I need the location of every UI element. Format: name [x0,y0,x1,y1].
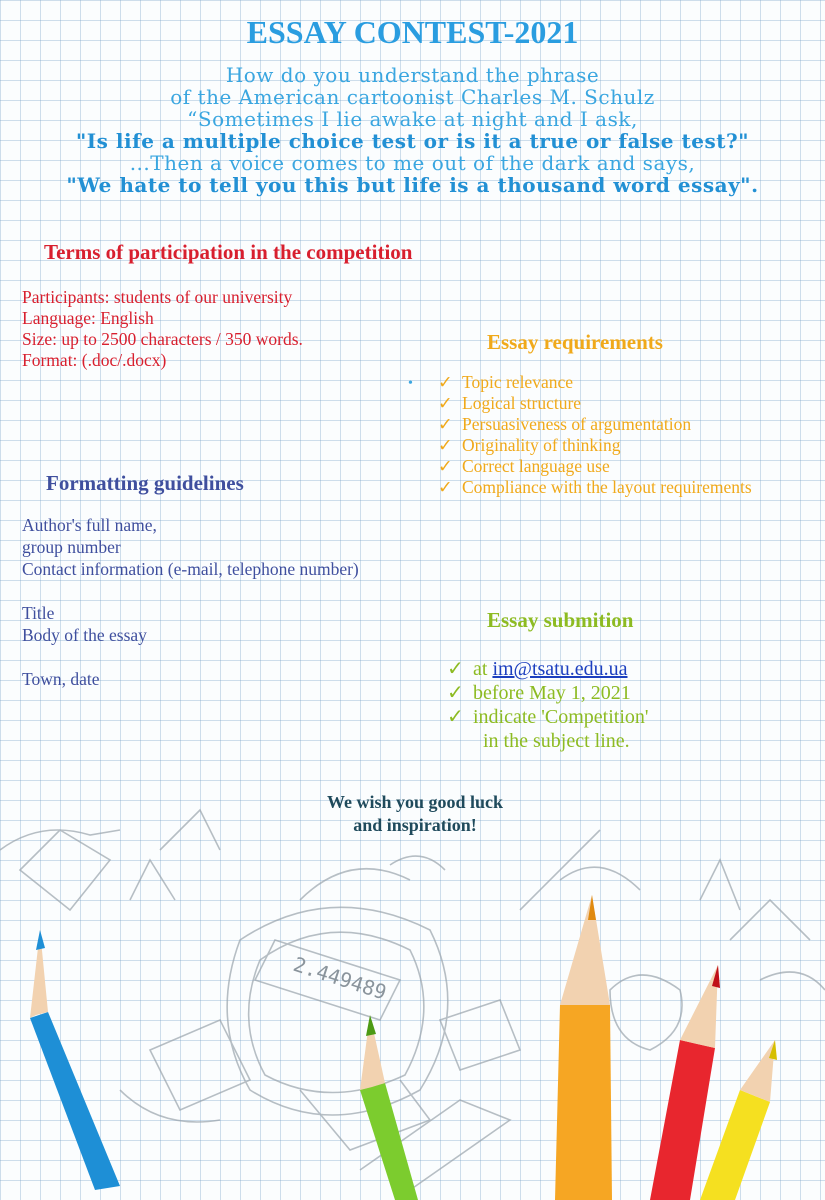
submission-heading: Essay submition [487,608,634,632]
requirements-item [438,456,752,477]
terms-list [22,287,303,371]
requirements-item-label: Compliance with the layout requirements [462,477,752,497]
requirements-item-label: Persuasiveness of argumentation [462,414,692,434]
formatting-item: Body of the essay [22,625,147,645]
quote-line: How do you understand the phrase [225,63,600,87]
bullet-dot: • [408,376,413,391]
at-prefix: at [473,658,493,680]
terms-item: Participants: students of our university [22,287,293,307]
quote-line-bold: "Is life a multiple choice test or is it a true or false test?" [75,129,750,153]
quote-line-bold: "We hate to tell you this but life is a thousand word essay". [66,173,759,197]
quote-line: of the American cartoonist Charles M. Schulz [170,85,655,109]
check-icon: ✓ [447,682,464,704]
spacer [22,646,359,668]
requirements-item [438,414,752,435]
requirements-item [438,477,752,498]
pencil-red-icon [650,965,720,1200]
terms-item: Language: English [22,308,154,328]
closing-line: and inspiration! [353,815,477,835]
terms-item: Size: up to 2500 characters / 350 words. [22,329,303,349]
check-icon: ✓ [447,706,464,728]
pencil-orange-icon [555,895,612,1200]
requirements-item [438,372,752,393]
closing-line: We wish you good luck [326,792,504,812]
check-icon: ✓ [447,658,464,680]
formatting-item: Author's full name, [22,515,157,535]
formatting-item: Town, date [22,669,100,689]
check-icon: ✓ [438,456,453,476]
submission-item-text [473,657,628,681]
submission-item [447,681,649,705]
requirements-item-label: Topic relevance [462,372,573,392]
formatting-item: Title [22,603,55,623]
formatting-heading: Formatting guidelines [46,471,244,495]
page-title: ESSAY CONTEST-2021 [246,14,579,50]
submission-item [447,657,649,681]
submission-item-text: before May 1, 2021 [473,682,631,704]
quote-line: “Sometimes I lie awake at night and I ask, [187,107,638,131]
submission-item-text: indicate 'Competition' [473,706,649,728]
check-icon: ✓ [438,435,453,455]
formatting-item: Contact information (e-mail, telephone number) [22,559,359,579]
requirements-item [438,435,752,456]
check-icon: ✓ [438,393,453,413]
terms-heading: Terms of participation in the competition [44,240,413,264]
pencil-blue-icon [30,930,120,1190]
formatting-item: group number [22,537,121,557]
quote-line: ...Then a voice comes to me out of the dark and says, [129,151,696,175]
formatting-list [22,514,359,690]
calculator-display: 2.449489 [290,951,390,1005]
requirements-list [438,372,752,498]
check-icon: ✓ [438,414,453,434]
check-icon: ✓ [438,372,453,392]
submission-list [447,657,649,753]
submission-item [447,705,649,729]
stationery-illustration [0,790,825,1200]
requirements-item-label: Logical structure [462,393,582,413]
quote-block [0,64,825,196]
check-icon: ✓ [438,477,453,497]
email-link[interactable]: im@tsatu.edu.ua [492,658,628,680]
spacer [22,580,359,602]
requirements-item [438,393,752,414]
submission-item-continued: in the subject line. [483,730,630,752]
requirements-item-label: Originality of thinking [462,435,621,455]
requirements-heading: Essay requirements [487,330,663,354]
terms-item: Format: (.doc/.docx) [22,350,167,370]
pencil-green-icon [360,1015,418,1200]
requirements-item-label: Correct language use [462,456,610,476]
